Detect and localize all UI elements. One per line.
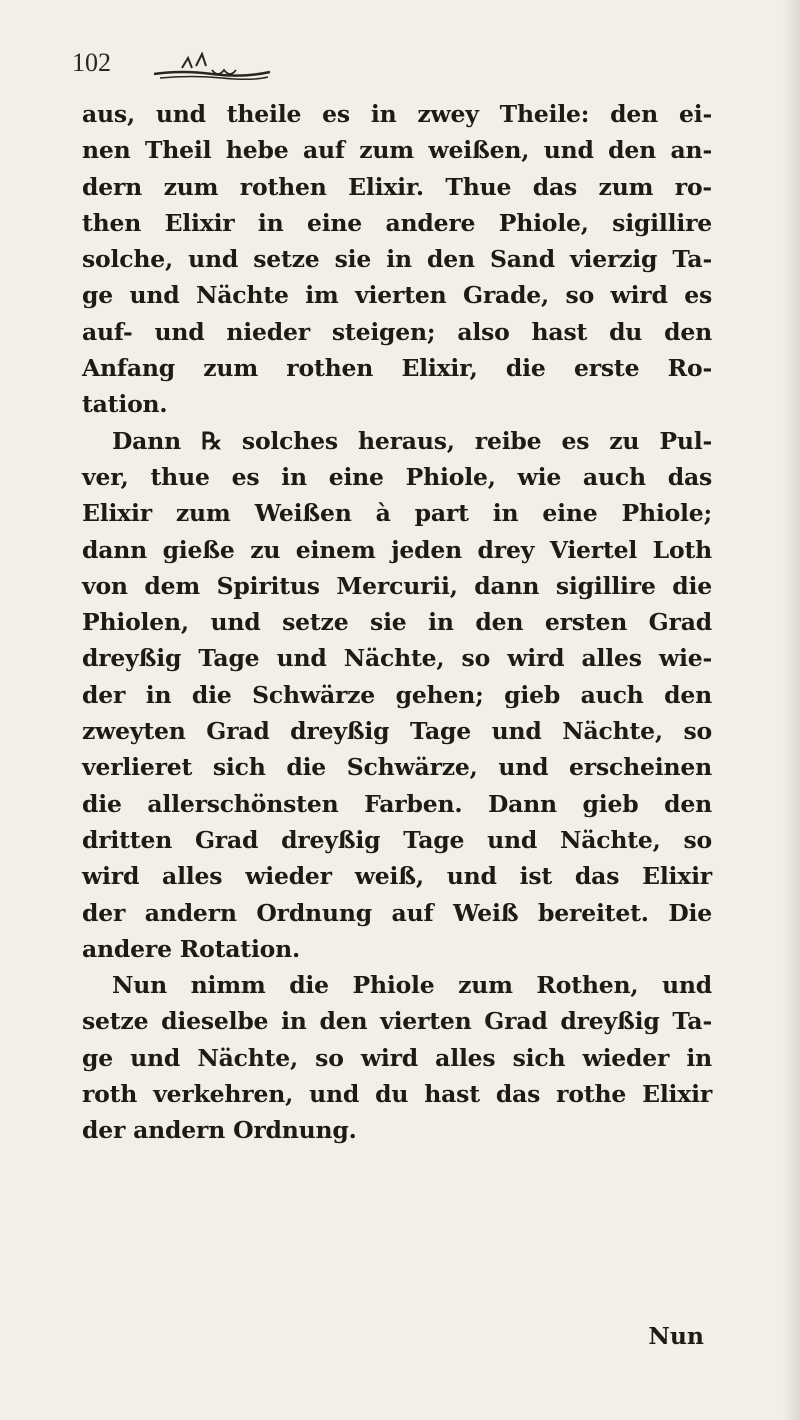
header-ornament: [152, 44, 272, 84]
text-line: ver, thue es in eine Phiole, wie auch das: [82, 462, 712, 491]
text-line: aus, und theile es in zwey Theile: den ei-: [82, 100, 712, 128]
page-number: 102: [72, 48, 111, 77]
text-line: die allerschönsten Farben. Dann gieb den: [82, 789, 712, 818]
text-line: Dann ℞ solches heraus, reibe es zu Pul-: [112, 426, 712, 455]
page-edge-shadow: [782, 0, 800, 1420]
catchword: Nun: [648, 1322, 704, 1350]
text-line: ge und Nächte im vierten Grade, so wird es: [82, 281, 712, 310]
text-line: dreyßig Tage und Nächte, so wird alles wie-: [82, 644, 712, 673]
text-line: verlieret sich die Schwärze, und erscheinen: [82, 753, 712, 782]
text-line: Anfang zum rothen Elixir, die erste Ro-: [82, 354, 712, 383]
text-line: solche, und setze sie in den Sand vierzig Ta-: [82, 245, 712, 274]
text-line: zweyten Grad dreyßig Tage und Nächte, so: [82, 717, 712, 746]
text-line: andere Rotation.: [82, 934, 301, 963]
text-line: setze dieselbe in den vierten Grad dreyßig Ta-: [82, 1007, 712, 1036]
text-line: dritten Grad dreyßig Tage und Nächte, so: [82, 825, 712, 854]
text-line: der andern Ordnung.: [82, 1116, 357, 1145]
text-line: der andern Ordnung auf Weiß bereitet. Die: [82, 898, 712, 927]
text-line: von dem Spiritus Mercurii, dann sigillire die: [82, 571, 712, 600]
text-line: ge und Nächte, so wird alles sich wieder in: [82, 1043, 712, 1072]
text-line: dern zum rothen Elixir. Thue das zum ro-: [82, 172, 712, 201]
text-line: auf- und nieder steigen; also hast du den: [82, 317, 712, 346]
text-line: roth verkehren, und du hast das rothe Elixir: [82, 1080, 712, 1109]
text-line: wird alles wieder weiß, und ist das Elixir: [82, 862, 712, 891]
text-line: der in die Schwärze gehen; gieb auch den: [82, 680, 712, 709]
text-line: dann gieße zu einem jeden drey Viertel Loth: [82, 535, 712, 564]
body-text: [82, 96, 712, 1149]
text-line: Nun nimm die Phiole zum Rothen, und: [112, 971, 712, 1000]
text-line: then Elixir in eine andere Phiole, sigillire: [82, 208, 712, 237]
text-line: Phiolen, und setze sie in den ersten Grad: [82, 608, 712, 637]
text-line: Elixir zum Weißen à part in eine Phiole;: [82, 499, 712, 528]
text-line: nen Theil hebe auf zum weißen, und den an-: [82, 136, 712, 165]
text-line: tation.: [82, 390, 168, 419]
